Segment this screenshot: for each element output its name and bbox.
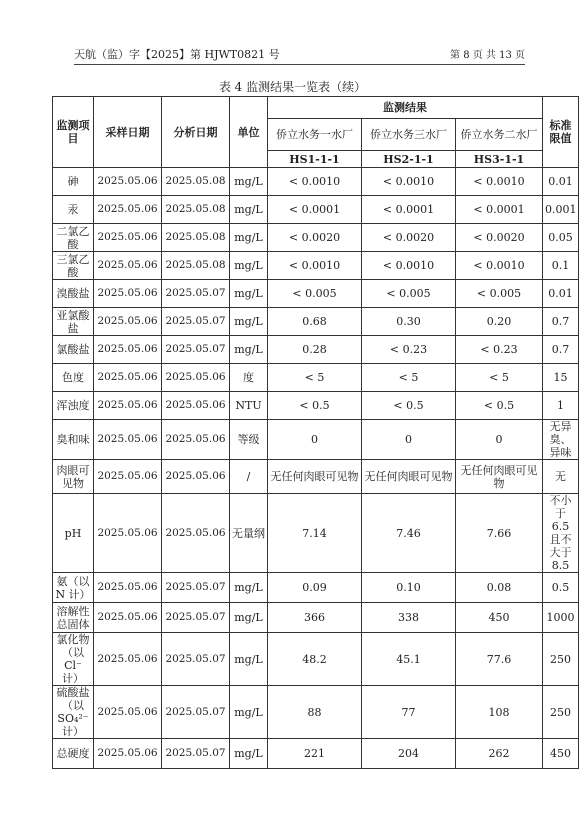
cell-result-2: 7.46 xyxy=(362,494,456,573)
cell-unit: 度 xyxy=(230,364,268,392)
cell-analysis-date: 2025.05.06 xyxy=(162,364,230,392)
cell-result-1: 7.14 xyxy=(268,494,362,573)
header-unit: 单位 xyxy=(230,97,268,168)
cell-limit: 0.7 xyxy=(543,308,579,336)
table-row xyxy=(53,494,579,573)
header-results: 监测结果 xyxy=(268,97,543,119)
cell-unit: NTU xyxy=(230,392,268,420)
cell-sample-date: 2025.05.06 xyxy=(94,573,162,603)
page-header xyxy=(74,44,525,65)
cell-unit: mg/L xyxy=(230,224,268,252)
cell-result-3: 262 xyxy=(456,739,543,769)
cell-sample-date: 2025.05.06 xyxy=(94,280,162,308)
cell-analysis-date: 2025.05.07 xyxy=(162,686,230,739)
cell-item: 总硬度 xyxy=(53,739,94,769)
cell-result-1: < 0.0010 xyxy=(268,252,362,280)
cell-result-3: < 0.23 xyxy=(456,336,543,364)
cell-unit: mg/L xyxy=(230,252,268,280)
cell-analysis-date: 2025.05.07 xyxy=(162,280,230,308)
cell-sample-date: 2025.05.06 xyxy=(94,603,162,633)
header-analysis-date: 分析日期 xyxy=(162,97,230,168)
cell-sample-date: 2025.05.06 xyxy=(94,420,162,460)
cell-result-2: 0 xyxy=(362,420,456,460)
cell-result-1: < 0.0020 xyxy=(268,224,362,252)
cell-result-2: 无任何肉眼可见物 xyxy=(362,460,456,494)
cell-sample-date: 2025.05.06 xyxy=(94,392,162,420)
cell-sample-date: 2025.05.06 xyxy=(94,252,162,280)
cell-item: 肉眼可见物 xyxy=(53,460,94,494)
cell-result-3: 0.08 xyxy=(456,573,543,603)
cell-sample-date: 2025.05.06 xyxy=(94,224,162,252)
cell-result-3: 7.66 xyxy=(456,494,543,573)
cell-item: pH xyxy=(53,494,94,573)
table-row xyxy=(53,168,579,196)
cell-result-3: < 0.0010 xyxy=(456,168,543,196)
table-row xyxy=(53,603,579,633)
cell-item: 亚氯酸盐 xyxy=(53,308,94,336)
cell-item: 硫酸盐（以 SO₄²⁻ 计） xyxy=(53,686,94,739)
cell-item: 氯酸盐 xyxy=(53,336,94,364)
cell-result-1: 0.68 xyxy=(268,308,362,336)
cell-result-2: 0.10 xyxy=(362,573,456,603)
monitoring-results-table xyxy=(52,96,579,769)
cell-result-2: < 0.005 xyxy=(362,280,456,308)
cell-analysis-date: 2025.05.08 xyxy=(162,252,230,280)
cell-limit: 1000 xyxy=(543,603,579,633)
cell-item: 三氯乙酸 xyxy=(53,252,94,280)
cell-item: 溴酸盐 xyxy=(53,280,94,308)
cell-result-2: < 0.5 xyxy=(362,392,456,420)
cell-limit: 0.001 xyxy=(543,196,579,224)
cell-unit: mg/L xyxy=(230,739,268,769)
cell-limit: 0.7 xyxy=(543,336,579,364)
header-item: 监测项目 xyxy=(53,97,94,168)
cell-limit: 250 xyxy=(543,633,579,686)
cell-analysis-date: 2025.05.08 xyxy=(162,224,230,252)
table-row xyxy=(53,686,579,739)
cell-result-1: 366 xyxy=(268,603,362,633)
cell-item: 汞 xyxy=(53,196,94,224)
cell-unit: 等级 xyxy=(230,420,268,460)
cell-result-2: < 0.0010 xyxy=(362,168,456,196)
header-sample-date: 采样日期 xyxy=(94,97,162,168)
cell-sample-date: 2025.05.06 xyxy=(94,739,162,769)
header-code-2: HS2-1-1 xyxy=(362,151,456,168)
cell-result-3: < 0.0020 xyxy=(456,224,543,252)
cell-unit: mg/L xyxy=(230,308,268,336)
page-indicator: 第 8 页 共 13 页 xyxy=(450,50,525,61)
cell-unit: mg/L xyxy=(230,686,268,739)
cell-analysis-date: 2025.05.06 xyxy=(162,392,230,420)
table-row xyxy=(53,739,579,769)
cell-analysis-date: 2025.05.07 xyxy=(162,573,230,603)
cell-result-3: < 0.5 xyxy=(456,392,543,420)
table-row xyxy=(53,280,579,308)
table-row xyxy=(53,336,579,364)
cell-result-1: 48.2 xyxy=(268,633,362,686)
cell-limit: 0.05 xyxy=(543,224,579,252)
cell-analysis-date: 2025.05.08 xyxy=(162,196,230,224)
cell-sample-date: 2025.05.06 xyxy=(94,460,162,494)
cell-item: 色度 xyxy=(53,364,94,392)
cell-unit: mg/L xyxy=(230,336,268,364)
cell-sample-date: 2025.05.06 xyxy=(94,494,162,573)
cell-result-3: < 0.005 xyxy=(456,280,543,308)
cell-analysis-date: 2025.05.07 xyxy=(162,739,230,769)
cell-result-1: < 0.0001 xyxy=(268,196,362,224)
cell-item: 二氯乙酸 xyxy=(53,224,94,252)
cell-analysis-date: 2025.05.07 xyxy=(162,603,230,633)
cell-analysis-date: 2025.05.06 xyxy=(162,494,230,573)
cell-unit: / xyxy=(230,460,268,494)
cell-sample-date: 2025.05.06 xyxy=(94,196,162,224)
cell-analysis-date: 2025.05.07 xyxy=(162,633,230,686)
header-plant-1: 侨立水务一水厂 xyxy=(268,119,362,151)
cell-limit: 250 xyxy=(543,686,579,739)
cell-unit: mg/L xyxy=(230,603,268,633)
table-row xyxy=(53,252,579,280)
cell-item: 氨（以 N 计） xyxy=(53,573,94,603)
cell-result-3: 0 xyxy=(456,420,543,460)
cell-result-1: < 0.0010 xyxy=(268,168,362,196)
cell-result-1: < 0.005 xyxy=(268,280,362,308)
cell-result-1: 88 xyxy=(268,686,362,739)
cell-unit: mg/L xyxy=(230,168,268,196)
table-row xyxy=(53,308,579,336)
table-row xyxy=(53,460,579,494)
cell-limit: 1 xyxy=(543,392,579,420)
cell-unit: mg/L xyxy=(230,573,268,603)
table-row xyxy=(53,196,579,224)
cell-result-1: < 0.5 xyxy=(268,392,362,420)
cell-result-2: < 0.0001 xyxy=(362,196,456,224)
cell-limit: 无异臭、异味 xyxy=(543,420,579,460)
cell-result-1: 221 xyxy=(268,739,362,769)
cell-sample-date: 2025.05.06 xyxy=(94,308,162,336)
cell-result-1: 0 xyxy=(268,420,362,460)
cell-unit: mg/L xyxy=(230,633,268,686)
cell-sample-date: 2025.05.06 xyxy=(94,336,162,364)
cell-result-2: 45.1 xyxy=(362,633,456,686)
cell-item: 臭和味 xyxy=(53,420,94,460)
cell-result-3: 0.20 xyxy=(456,308,543,336)
cell-result-3: < 5 xyxy=(456,364,543,392)
cell-result-3: 77.6 xyxy=(456,633,543,686)
cell-result-2: < 0.23 xyxy=(362,336,456,364)
cell-sample-date: 2025.05.06 xyxy=(94,633,162,686)
cell-result-1: 无任何肉眼可见物 xyxy=(268,460,362,494)
table-row xyxy=(53,224,579,252)
cell-limit: 15 xyxy=(543,364,579,392)
cell-result-1: 0.09 xyxy=(268,573,362,603)
cell-sample-date: 2025.05.06 xyxy=(94,364,162,392)
header-code-3: HS3-1-1 xyxy=(456,151,543,168)
cell-result-3: 108 xyxy=(456,686,543,739)
cell-analysis-date: 2025.05.07 xyxy=(162,308,230,336)
cell-result-1: < 5 xyxy=(268,364,362,392)
cell-analysis-date: 2025.05.07 xyxy=(162,336,230,364)
cell-result-3: < 0.0010 xyxy=(456,252,543,280)
cell-result-2: < 0.0010 xyxy=(362,252,456,280)
table-row xyxy=(53,392,579,420)
document-number: 天航（监）字【2025】第 HJWT0821 号 xyxy=(74,48,280,61)
cell-unit: 无量纲 xyxy=(230,494,268,573)
cell-limit: 0.1 xyxy=(543,252,579,280)
cell-result-2: 204 xyxy=(362,739,456,769)
cell-limit: 0.5 xyxy=(543,573,579,603)
cell-limit: 无 xyxy=(543,460,579,494)
cell-limit: 0.01 xyxy=(543,280,579,308)
cell-item: 溶解性总固体 xyxy=(53,603,94,633)
table-row xyxy=(53,420,579,460)
cell-unit: mg/L xyxy=(230,280,268,308)
cell-result-2: 0.30 xyxy=(362,308,456,336)
cell-item: 浑浊度 xyxy=(53,392,94,420)
cell-item: 氯化物（以 Cl⁻ 计） xyxy=(53,633,94,686)
cell-unit: mg/L xyxy=(230,196,268,224)
cell-result-2: < 0.0020 xyxy=(362,224,456,252)
header-plant-3: 侨立水务二水厂 xyxy=(456,119,543,151)
cell-result-2: 338 xyxy=(362,603,456,633)
cell-limit: 不小于 6.5 且不大于 8.5 xyxy=(543,494,579,573)
table-row xyxy=(53,364,579,392)
cell-result-2: 77 xyxy=(362,686,456,739)
cell-result-1: 0.28 xyxy=(268,336,362,364)
cell-analysis-date: 2025.05.06 xyxy=(162,420,230,460)
cell-item: 砷 xyxy=(53,168,94,196)
cell-sample-date: 2025.05.06 xyxy=(94,168,162,196)
table-row xyxy=(53,573,579,603)
cell-limit: 450 xyxy=(543,739,579,769)
cell-result-2: < 5 xyxy=(362,364,456,392)
table-row xyxy=(53,633,579,686)
cell-analysis-date: 2025.05.06 xyxy=(162,460,230,494)
table-caption: 表 4 监测结果一览表（续） xyxy=(218,80,367,94)
cell-result-3: 450 xyxy=(456,603,543,633)
cell-limit: 0.01 xyxy=(543,168,579,196)
cell-sample-date: 2025.05.06 xyxy=(94,686,162,739)
cell-result-3: 无任何肉眼可见物 xyxy=(456,460,543,494)
cell-result-3: < 0.0001 xyxy=(456,196,543,224)
header-code-1: HS1-1-1 xyxy=(268,151,362,168)
header-plant-2: 侨立水务三水厂 xyxy=(362,119,456,151)
cell-analysis-date: 2025.05.08 xyxy=(162,168,230,196)
header-limit: 标准限值 xyxy=(543,97,579,168)
